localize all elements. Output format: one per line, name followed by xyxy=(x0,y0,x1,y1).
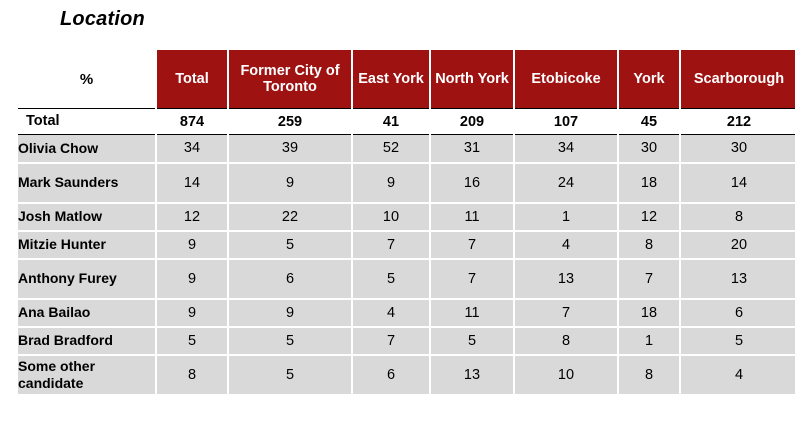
table-header-row xyxy=(18,50,795,109)
cell-olivia-chow-etobicoke: 34 xyxy=(514,135,618,163)
cell-mark-saunders-former-city-of-toronto: 9 xyxy=(228,163,352,203)
cell-brad-bradford-east-york: 7 xyxy=(352,327,430,355)
table-row xyxy=(18,135,795,163)
cell-mark-saunders-scarborough: 14 xyxy=(680,163,795,203)
cell-anthony-furey-etobicoke: 13 xyxy=(514,259,618,299)
cell-mark-saunders-north-york: 16 xyxy=(430,163,514,203)
cell-mitzie-hunter-total: 9 xyxy=(156,231,228,259)
cell-ana-bailao-east-york: 4 xyxy=(352,299,430,327)
row-label-olivia-chow: Olivia Chow xyxy=(18,135,156,163)
cell-some-other-candidate-former-city-of-toronto: 5 xyxy=(228,355,352,395)
cell-josh-matlow-east-york: 10 xyxy=(352,203,430,231)
cell-some-other-candidate-east-york: 6 xyxy=(352,355,430,395)
column-header-york: York xyxy=(618,50,680,109)
cell-josh-matlow-former-city-of-toronto: 22 xyxy=(228,203,352,231)
table-row xyxy=(18,299,795,327)
cell-olivia-chow-former-city-of-toronto: 39 xyxy=(228,135,352,163)
cell-anthony-furey-former-city-of-toronto: 6 xyxy=(228,259,352,299)
row-label-ana-bailao: Ana Bailao xyxy=(18,299,156,327)
column-header-north-york: North York xyxy=(430,50,514,109)
cell-brad-bradford-scarborough: 5 xyxy=(680,327,795,355)
cell-brad-bradford-etobicoke: 8 xyxy=(514,327,618,355)
row-label-anthony-furey: Anthony Furey xyxy=(18,259,156,299)
cell-mitzie-hunter-north-york: 7 xyxy=(430,231,514,259)
cell-some-other-candidate-york: 8 xyxy=(618,355,680,395)
cell-total-east-york: 41 xyxy=(352,109,430,135)
cell-some-other-candidate-north-york: 13 xyxy=(430,355,514,395)
cell-olivia-chow-scarborough: 30 xyxy=(680,135,795,163)
cell-ana-bailao-york: 18 xyxy=(618,299,680,327)
row-label-brad-bradford: Brad Bradford xyxy=(18,327,156,355)
table-row xyxy=(18,163,795,203)
cell-olivia-chow-north-york: 31 xyxy=(430,135,514,163)
column-header-former-city-of-toronto: Former City of Toronto xyxy=(228,50,352,109)
cell-mitzie-hunter-etobicoke: 4 xyxy=(514,231,618,259)
cell-total-north-york: 209 xyxy=(430,109,514,135)
cell-brad-bradford-total: 5 xyxy=(156,327,228,355)
cell-josh-matlow-total: 12 xyxy=(156,203,228,231)
cell-brad-bradford-former-city-of-toronto: 5 xyxy=(228,327,352,355)
cell-anthony-furey-total: 9 xyxy=(156,259,228,299)
cell-mark-saunders-etobicoke: 24 xyxy=(514,163,618,203)
cell-anthony-furey-york: 7 xyxy=(618,259,680,299)
cell-anthony-furey-north-york: 7 xyxy=(430,259,514,299)
location-poll-table xyxy=(18,50,795,396)
cell-ana-bailao-former-city-of-toronto: 9 xyxy=(228,299,352,327)
cell-ana-bailao-scarborough: 6 xyxy=(680,299,795,327)
row-label-some-other-candidate: Some other candidate xyxy=(18,355,156,395)
cell-josh-matlow-scarborough: 8 xyxy=(680,203,795,231)
cell-total-etobicoke: 107 xyxy=(514,109,618,135)
cell-total-former-city-of-toronto: 259 xyxy=(228,109,352,135)
cell-total-york: 45 xyxy=(618,109,680,135)
table-row-total xyxy=(18,109,795,135)
cell-ana-bailao-north-york: 11 xyxy=(430,299,514,327)
cell-olivia-chow-york: 30 xyxy=(618,135,680,163)
table-row xyxy=(18,231,795,259)
cell-anthony-furey-scarborough: 13 xyxy=(680,259,795,299)
cell-brad-bradford-york: 1 xyxy=(618,327,680,355)
table-row xyxy=(18,355,795,395)
cell-mark-saunders-east-york: 9 xyxy=(352,163,430,203)
cell-total-total: 874 xyxy=(156,109,228,135)
cell-some-other-candidate-total: 8 xyxy=(156,355,228,395)
cell-brad-bradford-north-york: 5 xyxy=(430,327,514,355)
cell-some-other-candidate-etobicoke: 10 xyxy=(514,355,618,395)
cell-josh-matlow-north-york: 11 xyxy=(430,203,514,231)
cell-mitzie-hunter-east-york: 7 xyxy=(352,231,430,259)
column-header-etobicoke: Etobicoke xyxy=(514,50,618,109)
row-label-mitzie-hunter: Mitzie Hunter xyxy=(18,231,156,259)
table-row xyxy=(18,203,795,231)
cell-total-scarborough: 212 xyxy=(680,109,795,135)
column-header-east-york: East York xyxy=(352,50,430,109)
cell-josh-matlow-etobicoke: 1 xyxy=(514,203,618,231)
row-label-total: Total xyxy=(18,109,156,135)
row-label-mark-saunders: Mark Saunders xyxy=(18,163,156,203)
table-row xyxy=(18,327,795,355)
page-title: Location xyxy=(60,8,145,30)
cell-ana-bailao-etobicoke: 7 xyxy=(514,299,618,327)
cell-olivia-chow-total: 34 xyxy=(156,135,228,163)
percent-corner-label: % xyxy=(18,50,156,109)
cell-anthony-furey-east-york: 5 xyxy=(352,259,430,299)
column-header-total: Total xyxy=(156,50,228,109)
cell-josh-matlow-york: 12 xyxy=(618,203,680,231)
cell-mitzie-hunter-york: 8 xyxy=(618,231,680,259)
cell-mitzie-hunter-scarborough: 20 xyxy=(680,231,795,259)
table-row xyxy=(18,259,795,299)
cell-mark-saunders-york: 18 xyxy=(618,163,680,203)
cell-mitzie-hunter-former-city-of-toronto: 5 xyxy=(228,231,352,259)
cell-mark-saunders-total: 14 xyxy=(156,163,228,203)
cell-ana-bailao-total: 9 xyxy=(156,299,228,327)
cell-some-other-candidate-scarborough: 4 xyxy=(680,355,795,395)
cell-olivia-chow-east-york: 52 xyxy=(352,135,430,163)
row-label-josh-matlow: Josh Matlow xyxy=(18,203,156,231)
column-header-scarborough: Scarborough xyxy=(680,50,795,109)
